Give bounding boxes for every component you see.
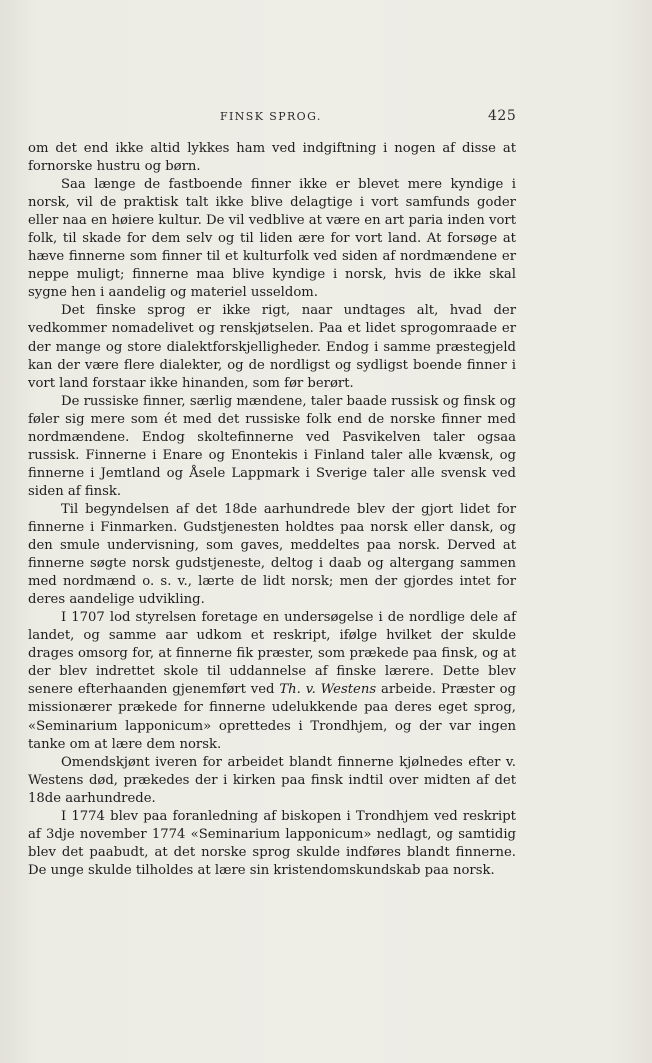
person-name: Th. v. Westens	[279, 682, 377, 698]
body-text	[28, 140, 516, 880]
paragraph: Til begyndelsen af det 18de aarhundrede blev der gjort lidet for finnerne i Finmarken. Gudstjenesten holdtes paa norsk eller dansk, og den smule undervisning, som gaves, meddeltes paa norsk. Derved at finnerne søgte norsk gudstjeneste, deltog i daab og altergang sammen med nordmænd o. s. v., lærte de lidt norsk; men der gjordes intet for deres aandelige udvikling.	[28, 501, 516, 608]
paragraph-part: I 1707 lod styrelsen foretage en undersøgelse i de nordlige dele af landet, og samme aar udkom et reskript, ifølge hvilket der skulde drages omsorg for, at finnerne fik præster, som prækede paa finsk, og at der blev indrettet skole til uddannelse af finske lærere. Dette blev senere efterhaanden gjenemført ved	[28, 610, 516, 698]
page-number: 425	[488, 108, 517, 124]
paragraph: Saa længe de fastboende finner ikke er blevet mere kyndige i norsk, vil de praktisk talt ikke blive delagtige i vort samfunds goder eller naa en høiere kultur. De vil vedblive at være en art paria inden vort folk, til skade for dem selv og til liden ære for vort land. At forsøge at hæve finnerne som finner til et kulturfolk ved siden af nordmændene er neppe muligt; finnerne maa blive kyndige i norsk, hvis de ikke skal sygne hen i aandelig og materiel usseldom.	[28, 177, 516, 301]
paragraph: Omendskjønt iveren for arbeidet blandt finnerne kjølnedes efter v. Westens død, prækedes der i kirken paa finsk indtil over midten af det 18de aarhundrede.	[28, 754, 516, 806]
paragraph: Det finske sprog er ikke rigt, naar undtages alt, hvad der vedkommer nomadelivet og renskjøtselen. Paa et lidet sprogomraade er der mange og store dialektforskjelligheder. Endog i samme præstegjeld kan der være flere dialekter, og de nordligst og sydligst boende finner i vort land forstaar ikke hinanden, som før berørt.	[28, 303, 516, 391]
running-head	[0, 110, 652, 126]
paragraph: I 1774 blev paa foranledning af biskopen i Trondhjem ved reskript af 3dje november 1774 «Seminarium lapponicum» nedlagt, og samtidig blev det paabudt, at det norske sprog skulde indføres blandt finnerne. De unge skulde tilholdes at lære sin kristendomskundskab paa norsk.	[28, 808, 516, 878]
paragraph	[28, 609, 516, 753]
running-title: FINSK SPROG.	[220, 110, 322, 123]
paragraph-part: arbeide. Præster og missionærer prækede for finnerne udelukkende paa deres eget sprog, «Seminarium lapponicum» oprettedes i Trondhjem, og der var ingen tanke om at lære dem norsk.	[28, 682, 516, 752]
paragraph: De russiske finner, særlig mændene, taler baade russisk og finsk og føler sig mere som ét med det russiske folk end de norske finner med nordmændene. Endog skoltefinnerne ved Pasvikelven taler ogsaa russisk. Finnerne i Enare og Enontekis i Finland taler alle kvænsk, og finnerne i Jemtland og Åsele Lappmark i Sverige taler alle svensk ved siden af finsk.	[28, 393, 516, 499]
paragraph: om det end ikke altid lykkes ham ved indgiftning i nogen af disse at fornorske hustru og børn.	[28, 141, 516, 175]
